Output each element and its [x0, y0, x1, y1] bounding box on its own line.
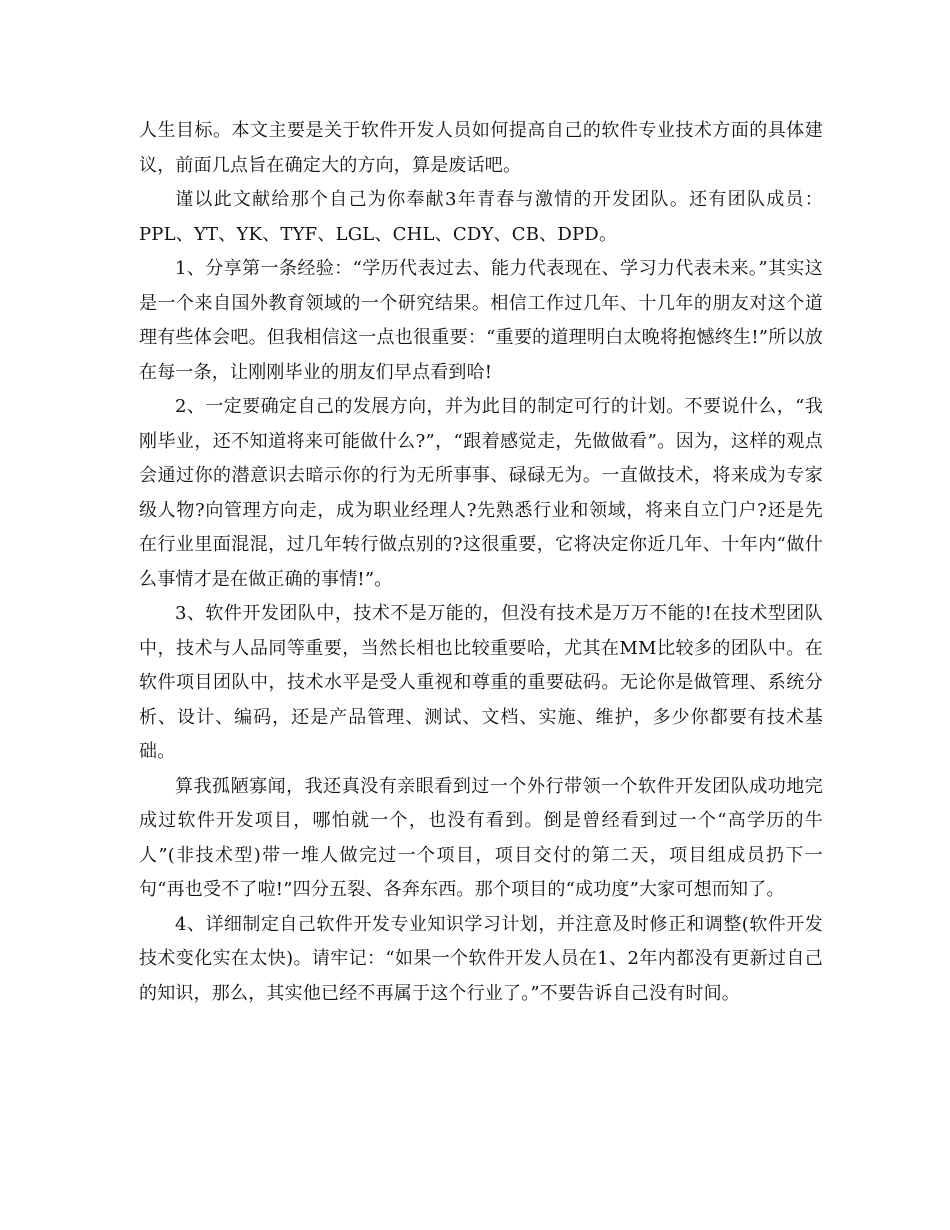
paragraph-dedication: 谨以此文献给那个自己为你奉献3年青春与激情的开发团队。还有团队成员：PPL、YT、YK、TYF、LGL、CHL、CDY、CB、DPD。: [139, 189, 823, 245]
paragraph-point-1: 1、分享第一条经验：“学历代表过去、能力代表现在、学习力代表未来。”其实这是一个来自国外教育领域的一个研究结果。相信工作过几年、十几年的朋友对这个道理有些体会吧。但我相信这一点也很重要：“重要的道理明白太晚将抱憾终生!”所以放在每一条，让刚刚毕业的朋友们早点看到哈!: [139, 258, 823, 383]
document-body: [139, 114, 823, 1011]
paragraph-point-4: 4、详细制定自己软件开发专业知识学习计划，并注意及时修正和调整(软件开发技术变化实在太快)。请牢记：“如果一个软件开发人员在1、2年内都没有更新过自己的知识，那么，其实他已经不再属于这个行业了。”不要告诉自己没有时间。: [139, 913, 823, 1004]
paragraph-point-3: 3、软件开发团队中，技术不是万能的，但没有技术是万万不能的!在技术型团队中，技术与人品同等重要，当然长相也比较重要哈，尤其在MM比较多的团队中。在软件项目团队中，技术水平是受人重视和尊重的重要砝码。无论你是做管理、系统分析、设计、编码，还是产品管理、测试、文档、实施、维护，多少你都要有技术基础。: [139, 603, 823, 762]
paragraph-point-2: 2、一定要确定自己的发展方向，并为此目的制定可行的计划。不要说什么，“我刚毕业，还不知道将来可能做什么?”，“跟着感觉走，先做做看”。因为，这样的观点会通过你的潜意识去暗示你的行为无所事事、碌碌无为。一直做技术，将来成为专家级人物?向管理方向走，成为职业经理人?先熟悉行业和领域，将来自立门户?还是先在行业里面混混，过几年转行做点别的?这很重要，它将决定你近几年、十年内“做什么事情才是在做正确的事情!”。: [139, 396, 823, 590]
paragraph-intro-continuation: 人生目标。本文主要是关于软件开发人员如何提高自己的软件专业技术方面的具体建议，前面几点旨在确定大的方向，算是废话吧。: [139, 120, 823, 176]
paragraph-anecdote: 算我孤陋寡闻，我还真没有亲眼看到过一个外行带领一个软件开发团队成功地完成过软件开发项目，哪怕就一个，也没有看到。倒是曾经看到过一个“高学历的牛人”(非技术型)带一堆人做完过一个项目，项目交付的第二天，项目组成员扔下一句“再也受不了啦!”四分五裂、各奔东西。那个项目的“成功度”大家可想而知了。: [139, 775, 823, 900]
